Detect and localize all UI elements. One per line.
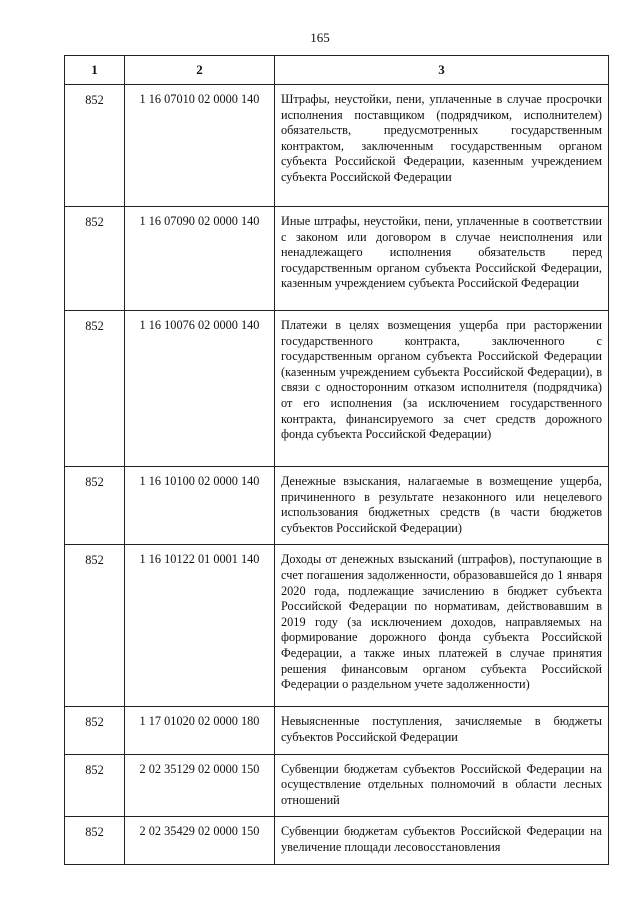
budget-code-cell: 1 16 07010 02 0000 140 bbox=[125, 85, 275, 207]
table-row bbox=[65, 85, 609, 207]
table-row bbox=[65, 545, 609, 707]
admin-code-cell: 852 bbox=[65, 311, 125, 467]
description-cell: Доходы от денежных взысканий (штрафов), поступающие в счет погашения задолженности, образовавшейся до 1 января 2020 года, подлежащие зачислению в бюджет субъекта Российской Федерации по нормативам, действовавшим в 2019 году (за исключением доходов, направляемых на формирование дорожного фонда субъекта Российской Федерации, а также иных платежей в случае принятия решения финансовым органом субъекта Российской Федерации о раздельном учете задолженности) bbox=[275, 545, 609, 707]
description-cell: Денежные взыскания, налагаемые в возмещение ущерба, причиненного в результате незаконного или нецелевого использования бюджетных средств (в части бюджетов субъектов Российской Федерации) bbox=[275, 467, 609, 545]
description-cell: Иные штрафы, неустойки, пени, уплаченные в соответствии с законом или договором в случае неисполнения или ненадлежащего исполнения обязательств перед государственным органом субъекта Российской Федерации, казенным учреждением субъекта Российской Федерации bbox=[275, 207, 609, 311]
admin-code-cell: 852 bbox=[65, 545, 125, 707]
budget-code-cell: 1 16 10122 01 0001 140 bbox=[125, 545, 275, 707]
admin-code-cell: 852 bbox=[65, 85, 125, 207]
description-cell: Субвенции бюджетам субъектов Российской Федерации на осуществление отдельных полномочий в области лесных отношений bbox=[275, 754, 609, 817]
table-row bbox=[65, 311, 609, 467]
table-row bbox=[65, 207, 609, 311]
table-row bbox=[65, 817, 609, 864]
column-header-2: 2 bbox=[125, 56, 275, 85]
budget-revenue-table bbox=[64, 55, 609, 865]
admin-code-cell: 852 bbox=[65, 707, 125, 754]
budget-code-cell: 1 16 07090 02 0000 140 bbox=[125, 207, 275, 311]
admin-code-cell: 852 bbox=[65, 467, 125, 545]
description-cell: Субвенции бюджетам субъектов Российской Федерации на увеличение площади лесовосстановления bbox=[275, 817, 609, 864]
table-row bbox=[65, 754, 609, 817]
table-header-row bbox=[65, 56, 609, 85]
budget-code-cell: 2 02 35129 02 0000 150 bbox=[125, 754, 275, 817]
column-header-1: 1 bbox=[65, 56, 125, 85]
budget-code-cell: 1 17 01020 02 0000 180 bbox=[125, 707, 275, 754]
page-number: 165 bbox=[310, 30, 330, 45]
admin-code-cell: 852 bbox=[65, 207, 125, 311]
description-cell: Платежи в целях возмещения ущерба при расторжении государственного контракта, заключенного с государственным органом субъекта Российской Федерации (казенным учреждением субъекта Российской Федерации), в связи с односторонним отказом исполнителя (подрядчика) от его исполнения (за исключением государственного контракта, финансируемого за счет средств дорожного фонда субъекта Российской Федерации) bbox=[275, 311, 609, 467]
table-row bbox=[65, 707, 609, 754]
admin-code-cell: 852 bbox=[65, 817, 125, 864]
description-cell: Штрафы, неустойки, пени, уплаченные в случае просрочки исполнения поставщиком (подрядчиком, исполнителем) обязательств, предусмотренных государственным контрактом, заключенным государственным органом субъекта Российской Федерации, казенным учреждением субъекта Российской Федерации bbox=[275, 85, 609, 207]
budget-code-cell: 1 16 10076 02 0000 140 bbox=[125, 311, 275, 467]
admin-code-cell: 852 bbox=[65, 754, 125, 817]
budget-code-cell: 2 02 35429 02 0000 150 bbox=[125, 817, 275, 864]
description-cell: Невыясненные поступления, зачисляемые в бюджеты субъектов Российской Федерации bbox=[275, 707, 609, 754]
column-header-3: 3 bbox=[275, 56, 609, 85]
budget-code-cell: 1 16 10100 02 0000 140 bbox=[125, 467, 275, 545]
table-row bbox=[65, 467, 609, 545]
